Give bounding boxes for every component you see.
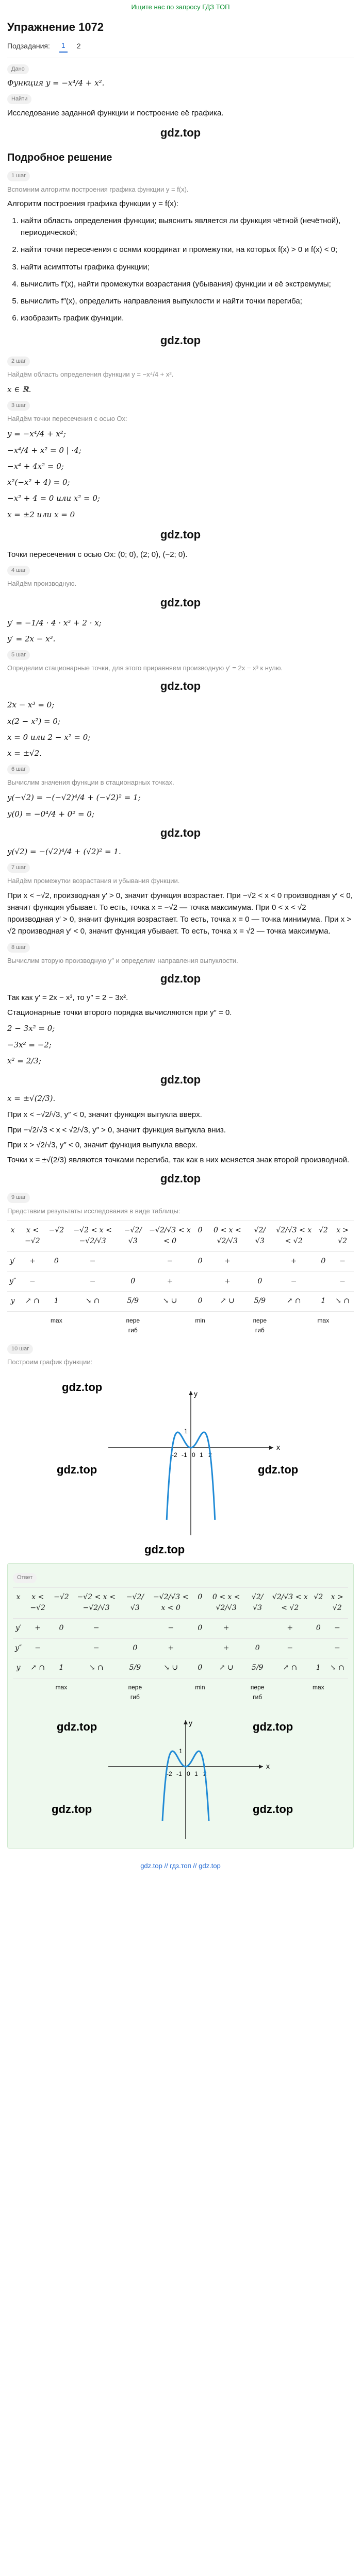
- table-row: [13, 1638, 348, 1658]
- math-line: 2x − x³ = 0;: [7, 700, 55, 710]
- answer-tag: Ответ: [13, 1573, 37, 1583]
- table-row: [7, 1272, 354, 1292]
- table-cell: 1: [316, 1292, 332, 1312]
- table-cell: [71, 1678, 122, 1706]
- table-cell: √2: [316, 1221, 332, 1251]
- table-cell: min: [193, 1312, 207, 1340]
- table-cell: пере гиб: [248, 1312, 272, 1340]
- table-cell: y′: [13, 1618, 24, 1638]
- step-5-intro: Определим стационарные точки, для этого приравняем производную y′ = 2x − x³ к нулю.: [7, 664, 283, 672]
- table-cell: [52, 1638, 71, 1658]
- table-cell: 0: [52, 1618, 71, 1638]
- table-cell: −√2: [52, 1587, 71, 1618]
- subtask-tab-1[interactable]: 1: [59, 40, 68, 53]
- algorithm-item: 5. вычислить f″(x), определить направления выпуклости и найти точки перегиба;: [21, 295, 354, 307]
- math-line: x = ±√2.: [7, 749, 42, 758]
- table-cell: ↗ ∩: [270, 1658, 310, 1679]
- table-cell: [248, 1252, 272, 1272]
- table-cell: 0 < x < √2/√3: [207, 1221, 248, 1251]
- math-line: x = ±√(2/3).: [7, 1094, 56, 1104]
- table-cell: [316, 1272, 332, 1292]
- table-cell: [245, 1618, 270, 1638]
- table-row: [13, 1678, 348, 1706]
- watermark: gdz.top: [62, 1381, 103, 1394]
- table-cell: −: [331, 1252, 354, 1272]
- y-tick: 1: [184, 1428, 188, 1435]
- math-line: x ∈ ℝ.: [7, 384, 31, 394]
- step-1-intro: Вспомним алгоритм построения графика функции y = f(x).: [7, 185, 189, 193]
- table-cell: 0: [193, 1618, 207, 1638]
- table-cell: ↗ ∪: [207, 1658, 245, 1679]
- x-tick: -2: [172, 1451, 177, 1459]
- table-cell: 0: [245, 1638, 270, 1658]
- answer-block: [7, 1563, 354, 1849]
- math-line: y(√2) = −(√2)⁴/4 + (√2)² = 1.: [7, 847, 121, 857]
- table-cell: 0: [316, 1252, 332, 1272]
- table-cell: 5/9: [248, 1292, 272, 1312]
- table-cell: [146, 1312, 193, 1340]
- table-cell: max: [47, 1312, 67, 1340]
- table-cell: −: [66, 1272, 119, 1292]
- table-cell: 0: [47, 1252, 67, 1272]
- table-cell: x < −√2: [18, 1221, 46, 1251]
- table-cell: +: [18, 1252, 46, 1272]
- algorithm-list: [7, 215, 354, 325]
- table-cell: x: [7, 1221, 18, 1251]
- step-7-intro: Найдём промежутки возрастания и убывания функции.: [7, 877, 180, 885]
- watermark: gdz.top: [160, 333, 201, 347]
- table-cell: max: [310, 1678, 326, 1706]
- step-2-tag: 2 шаг: [7, 357, 30, 366]
- table-cell: [326, 1678, 348, 1706]
- table-cell: пере гиб: [122, 1678, 149, 1706]
- find-tag: Найти: [7, 94, 31, 104]
- table-row: [7, 1252, 354, 1272]
- table-cell: 5/9: [119, 1292, 146, 1312]
- y-axis-arrow: [189, 1391, 193, 1395]
- x-tick: -2: [167, 1770, 172, 1778]
- watermark: gdz.top: [52, 1803, 92, 1816]
- table-cell: 5/9: [245, 1658, 270, 1679]
- math-line: x²(−x² + 4) = 0;: [7, 478, 70, 487]
- step-7-text: При x < −√2, производная y′ > 0, значит функция возрастает. При −√2 < x < 0 производная y′ < 0, значит функция убывает. То есть, точка x = −√2 — точка максимума. При 0 < x < √2 производная y′ > 0, значит функция возрастает. То есть, точка x = 0 — точка минимума. При x > √2 производная y′ < 0, значит функция убывает. То есть, точка x = √2 — точка максимума.: [7, 891, 353, 936]
- table-cell: ↘ ∩: [331, 1292, 354, 1312]
- x-tick: 2: [208, 1451, 212, 1459]
- watermark: gdz.top: [160, 972, 201, 985]
- table-cell: −: [18, 1272, 46, 1292]
- table-cell: [310, 1638, 326, 1658]
- table-row: [13, 1658, 348, 1679]
- subtask-tab-2[interactable]: 2: [76, 42, 81, 50]
- table-cell: −: [66, 1252, 119, 1272]
- table-cell: [24, 1678, 52, 1706]
- table-cell: ↗ ∪: [207, 1292, 248, 1312]
- table-cell: −: [326, 1638, 348, 1658]
- y-axis-arrow: [184, 1720, 188, 1724]
- table-cell: √2/√3: [248, 1221, 272, 1251]
- math-line: y = −x⁴/4 + x²;: [7, 429, 66, 439]
- watermark: gdz.top: [160, 126, 201, 140]
- math-line: x(2 − x²) = 0;: [7, 716, 60, 726]
- x-tick: 2: [203, 1770, 207, 1778]
- table-cell: [149, 1678, 193, 1706]
- table-cell: x > √2: [326, 1587, 348, 1618]
- table-cell: [272, 1312, 316, 1340]
- footer-links[interactable]: gdz.top // гдз.топ // gdz.top: [140, 1862, 221, 1870]
- table-cell: √2/√3: [245, 1587, 270, 1618]
- step-10-intro: Построим график функции:: [7, 1358, 93, 1366]
- math-line: 2 − 3x² = 0;: [7, 1024, 55, 1033]
- table-cell: ↗ ∩: [18, 1292, 46, 1312]
- step-6-intro: Вычислим значения функции в стационарных точках.: [7, 778, 174, 787]
- table-cell: −: [146, 1252, 193, 1272]
- table-cell: [13, 1678, 24, 1706]
- x-tick: 1: [194, 1770, 198, 1778]
- table-cell: ↘ ∪: [146, 1292, 193, 1312]
- table-cell: y: [13, 1658, 24, 1679]
- table-cell: y″: [13, 1638, 24, 1658]
- table-cell: √2/√3 < x < √2: [270, 1587, 310, 1618]
- table-cell: ↘ ∩: [66, 1292, 119, 1312]
- step-8-p2: При −√2/√3 < x < √2/√3, y″ > 0, значит функция выпукла вниз.: [7, 1125, 226, 1134]
- table-cell: −√2 < x < −√2/√3: [71, 1587, 122, 1618]
- table-cell: −√2/√3 < x < 0: [149, 1587, 193, 1618]
- table-cell: +: [207, 1638, 245, 1658]
- watermark: gdz.top: [253, 1720, 293, 1734]
- table-cell: [270, 1678, 310, 1706]
- table-cell: x: [13, 1587, 24, 1618]
- table-row: [7, 1221, 354, 1251]
- table-cell: +: [207, 1252, 248, 1272]
- table-cell: y″: [7, 1272, 18, 1292]
- math-line: x = ±2 или x = 0: [7, 510, 75, 519]
- table-row: [13, 1587, 348, 1618]
- table-cell: [193, 1638, 207, 1658]
- table-cell: 0 < x < √2/√3: [207, 1587, 245, 1618]
- math-line: −x⁴/4 + x² = 0 | ·4;: [7, 445, 81, 455]
- solution-title: Подробное решение: [7, 152, 112, 164]
- table-cell: +: [149, 1638, 193, 1658]
- table-cell: 0: [193, 1221, 207, 1251]
- step-8-p3: При x > √2/√3, y″ < 0, значит функция выпукла вверх.: [7, 1140, 198, 1149]
- math-line: x² = 2/3;: [7, 1056, 41, 1065]
- answer-graph: [21, 1710, 340, 1844]
- table-cell: [119, 1252, 146, 1272]
- table-cell: ↗ ∩: [272, 1292, 316, 1312]
- math-line: −3x² = −2;: [7, 1040, 52, 1049]
- table-cell: ↗ ∩: [24, 1658, 52, 1679]
- y-tick: 1: [179, 1748, 183, 1755]
- x-tick: 0: [192, 1451, 195, 1459]
- table-cell: [331, 1312, 354, 1340]
- algorithm-item: 4. вычислить f′(x), найти промежутки возрастания (убывания) функции и её экстремумы;: [21, 278, 354, 290]
- table-cell: [207, 1678, 245, 1706]
- table-cell: +: [146, 1272, 193, 1292]
- table-cell: √2/√3 < x < √2: [272, 1221, 316, 1251]
- algorithm-item: 3. найти асимптоты графика функции;: [21, 261, 354, 273]
- watermark: gdz.top: [258, 1463, 299, 1477]
- step-4-intro: Найдём производную.: [7, 580, 77, 588]
- top-link[interactable]: Ищите нас по запросу ГДЗ ТОП: [131, 3, 230, 11]
- step-9-tag: 9 шаг: [7, 1193, 30, 1202]
- table-cell: +: [270, 1618, 310, 1638]
- step-1-lead: Алгоритм построения графика функции y = f(x):: [7, 199, 178, 208]
- step-1-tag: 1 шаг: [7, 171, 30, 181]
- table-cell: −√2: [47, 1221, 67, 1251]
- watermark: gdz.top: [144, 1543, 185, 1556]
- function-graph: [15, 1370, 346, 1556]
- step-8-p4: Точки x = ±√(2/3) являются точками перегиба, так как в них меняется знак второй производной.: [7, 1156, 350, 1165]
- table-cell: 0: [193, 1587, 207, 1618]
- math-line: y′ = 2x − x³.: [7, 634, 56, 643]
- table-cell: [122, 1618, 149, 1638]
- algorithm-item: 2. найти точки пересечения с осями координат и промежутки, на которых f(x) > 0 и f(x) < 0;: [21, 244, 354, 256]
- table-cell: max: [316, 1312, 332, 1340]
- table-cell: x > √2: [331, 1221, 354, 1251]
- step-7-tag: 7 шаг: [7, 863, 30, 873]
- table-cell: +: [272, 1252, 316, 1272]
- step-4-tag: 4 шаг: [7, 566, 30, 575]
- find-text: Исследование заданной функции и построение её графика.: [7, 109, 224, 118]
- table-cell: −: [71, 1638, 122, 1658]
- math-line: −x⁴ + 4x² = 0;: [7, 461, 64, 471]
- answer-table: [13, 1587, 348, 1706]
- step-8-p1: При x < −√2/√3, y″ < 0, значит функция выпукла вверх.: [7, 1110, 202, 1120]
- step-3-tag: 3 шаг: [7, 401, 30, 411]
- table-cell: −: [270, 1638, 310, 1658]
- table-cell: +: [24, 1618, 52, 1638]
- table-cell: [47, 1272, 67, 1292]
- watermark: gdz.top: [160, 528, 201, 541]
- step-8-line1: Так как y′ = 2x − x³, то y″ = 2 − 3x².: [7, 993, 128, 1002]
- math-line: y(−√2) = −(−√2)⁴/4 + (−√2)² = 1;: [7, 793, 141, 803]
- given-tag: Дано: [7, 64, 29, 74]
- table-cell: [207, 1312, 248, 1340]
- step-3-intro: Найдём точки пересечения с осью Ox:: [7, 415, 127, 423]
- x-tick: 0: [187, 1770, 190, 1778]
- table-cell: ↘ ∪: [149, 1658, 193, 1679]
- step-8-line2: Стационарные точки второго порядка вычисляются при y″ = 0.: [7, 1008, 232, 1018]
- table-cell: [7, 1312, 18, 1340]
- step-2-intro: Найдём область определения функции y = −x⁴/4 + x².: [7, 370, 174, 378]
- algorithm-item: 1. найти область определения функции; выяснить является ли функция чётной (нечётной), периодической;: [21, 215, 354, 239]
- given-text: Функция y = −x⁴/4 + x².: [7, 78, 105, 88]
- step-5-tag: 5 шаг: [7, 650, 30, 660]
- table-cell: 0: [119, 1272, 146, 1292]
- table-cell: −: [272, 1272, 316, 1292]
- table-cell: −: [149, 1618, 193, 1638]
- x-tick: -1: [176, 1770, 182, 1778]
- table-cell: −: [331, 1272, 354, 1292]
- math-line: y(0) = −0⁴/4 + 0² = 0;: [7, 809, 94, 819]
- table-cell: 0: [193, 1292, 207, 1312]
- step-6-tag: 6 шаг: [7, 765, 30, 774]
- x-axis-label: x: [276, 1443, 280, 1452]
- table-cell: 0: [310, 1618, 326, 1638]
- table-cell: 0: [193, 1658, 207, 1679]
- table-cell: min: [193, 1678, 207, 1706]
- y-axis-label: y: [194, 1389, 198, 1398]
- table-cell: −√2 < x < −√2/√3: [66, 1221, 119, 1251]
- table-cell: 1: [52, 1658, 71, 1679]
- step-10-tag: 10 шаг: [7, 1344, 33, 1354]
- subtasks-nav: [0, 39, 361, 56]
- watermark: gdz.top: [160, 680, 201, 693]
- math-line: x = 0 или 2 − x² = 0;: [7, 732, 91, 742]
- table-cell: y: [7, 1292, 18, 1312]
- table-cell: 0: [193, 1252, 207, 1272]
- x-tick: 1: [200, 1451, 203, 1459]
- table-row: [7, 1312, 354, 1340]
- table-cell: ↘ ∩: [326, 1658, 348, 1679]
- table-row: [13, 1618, 348, 1638]
- table-cell: −: [24, 1638, 52, 1658]
- table-cell: [18, 1312, 46, 1340]
- algorithm-item: 6. изобразить график функции.: [21, 312, 354, 324]
- table-cell: пере гиб: [119, 1312, 146, 1340]
- table-cell: ↘ ∩: [71, 1658, 122, 1679]
- step-9-intro: Представим результаты исследования в виде таблицы:: [7, 1207, 180, 1215]
- watermark: gdz.top: [57, 1720, 97, 1734]
- watermark: gdz.top: [57, 1463, 97, 1477]
- math-line: −x² + 4 = 0 или x² = 0;: [7, 494, 100, 503]
- table-cell: 5/9: [122, 1658, 149, 1679]
- x-axis-arrow: [269, 1446, 273, 1450]
- table-cell: y′: [7, 1252, 18, 1272]
- page-title: Упражнение 1072: [7, 21, 104, 33]
- watermark: gdz.top: [160, 1073, 201, 1087]
- math-line: y′ = −1/4 · 4 · x³ + 2 · x;: [7, 618, 102, 628]
- table-cell: max: [52, 1678, 71, 1706]
- subtasks-label: Подзадания:: [7, 42, 50, 50]
- results-table: [7, 1221, 354, 1340]
- table-cell: −: [71, 1618, 122, 1638]
- watermark: gdz.top: [160, 596, 201, 609]
- table-cell: 1: [310, 1658, 326, 1679]
- x-tick: -1: [182, 1451, 187, 1459]
- table-cell: −√2/√3 < x < 0: [146, 1221, 193, 1251]
- watermark: gdz.top: [160, 826, 201, 839]
- table-cell: x < −√2: [24, 1587, 52, 1618]
- watermark: gdz.top: [160, 1172, 201, 1185]
- table-cell: −√2/√3: [119, 1221, 146, 1251]
- step-8-tag: 8 шаг: [7, 943, 30, 953]
- table-cell: +: [207, 1272, 248, 1292]
- watermark: gdz.top: [253, 1803, 293, 1816]
- table-cell: 0: [248, 1272, 272, 1292]
- x-axis-arrow: [259, 1765, 263, 1769]
- table-cell: −√2/√3: [122, 1587, 149, 1618]
- table-cell: [193, 1272, 207, 1292]
- table-row: [7, 1292, 354, 1312]
- x-axis-label: x: [266, 1762, 270, 1771]
- y-axis-label: y: [189, 1719, 192, 1727]
- table-cell: −: [326, 1618, 348, 1638]
- step-8-intro: Вычислим вторую производную y″ и определим направления выпуклости.: [7, 956, 238, 964]
- table-cell: +: [207, 1618, 245, 1638]
- table-cell: 0: [122, 1638, 149, 1658]
- table-cell: пере гиб: [245, 1678, 270, 1706]
- step-3-result: Точки пересечения с осью Ox: (0; 0), (2; 0), (−2; 0).: [7, 550, 188, 559]
- table-cell: [66, 1312, 119, 1340]
- table-cell: √2: [310, 1587, 326, 1618]
- table-cell: 1: [47, 1292, 67, 1312]
